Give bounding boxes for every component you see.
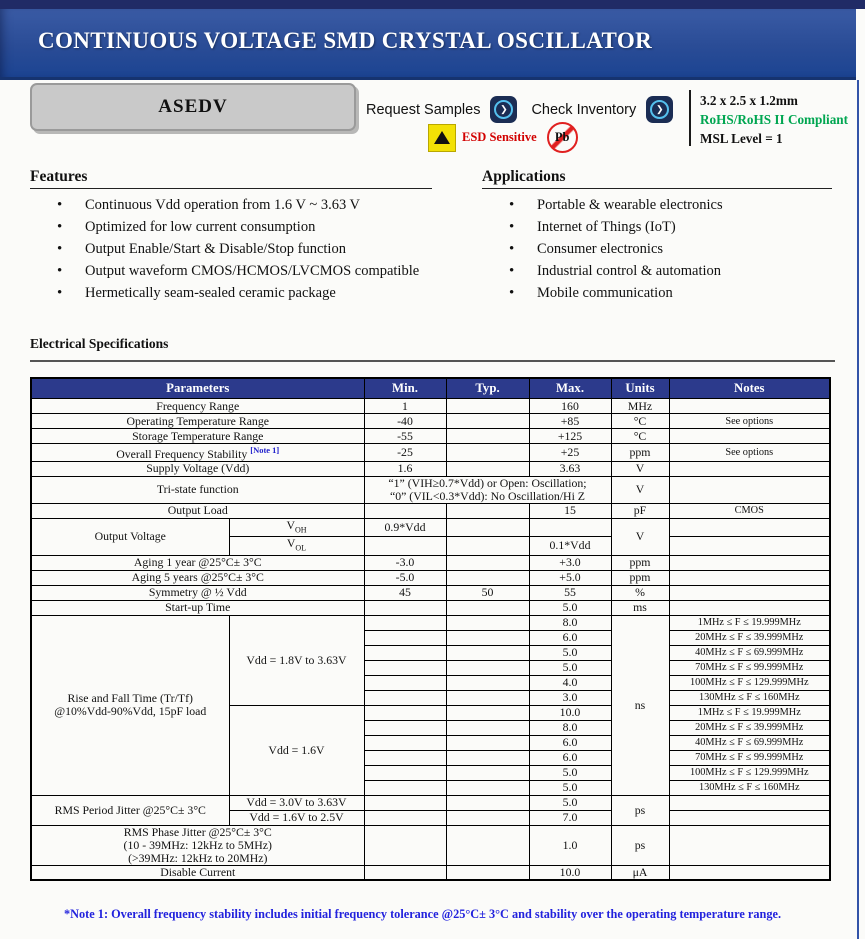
max-cell: 5.0	[529, 780, 611, 795]
param-cell: Tri-state function	[31, 476, 364, 503]
table-row	[31, 414, 830, 429]
list-item: • Internet of Things (IoT)	[482, 216, 832, 238]
notes-cell: 1MHz ≤ F ≤ 19.999MHz	[669, 705, 830, 720]
vol-symbol: V	[286, 536, 296, 551]
param-cell: RMS Period Jitter @25°C± 3°C	[31, 795, 229, 825]
typ-cell	[446, 518, 529, 536]
param-label: Overall Frequency Stability	[116, 446, 248, 461]
table-row	[31, 429, 830, 444]
min-cell	[364, 810, 446, 825]
param-cell: Aging 5 years @25°C± 3°C	[31, 570, 364, 585]
applications-list	[482, 194, 832, 304]
typ-cell	[446, 690, 529, 705]
min-cell: 45	[364, 585, 446, 600]
arrow-circle-icon	[650, 100, 669, 119]
typ-cell: 50	[446, 585, 529, 600]
typ-cell	[446, 503, 529, 518]
notes-cell	[669, 461, 830, 476]
notes-cell: See options	[669, 414, 830, 429]
typ-cell	[446, 429, 529, 444]
typ-cell	[446, 414, 529, 429]
chevron-right-icon: ❯	[500, 104, 508, 114]
notes-cell	[669, 555, 830, 570]
table-row	[31, 518, 830, 536]
typ-cell	[446, 865, 529, 880]
notes-cell: 20MHz ≤ F ≤ 39.999MHz	[669, 720, 830, 735]
min-cell	[364, 645, 446, 660]
typ-cell	[446, 537, 529, 555]
lead-free-icon: Pb	[547, 122, 578, 153]
typ-cell	[446, 600, 529, 615]
col-units: Units	[611, 378, 669, 399]
min-cell	[364, 705, 446, 720]
top-navy-bar	[0, 0, 865, 9]
max-cell: +125	[529, 429, 611, 444]
max-cell: +5.0	[529, 570, 611, 585]
max-cell: 1.0	[529, 825, 611, 865]
param-cell: Aging 1 year @25°C± 3°C	[31, 555, 364, 570]
electrical-specs-table	[30, 377, 831, 881]
voh-symbol: V	[286, 518, 295, 532]
min-cell	[364, 660, 446, 675]
table-row	[31, 600, 830, 615]
request-samples-label[interactable]: Request Samples	[366, 101, 481, 118]
units-cell: MHz	[611, 399, 669, 414]
min-cell: -25	[364, 444, 446, 462]
typ-cell	[446, 461, 529, 476]
max-cell: +3.0	[529, 555, 611, 570]
notes-cell	[669, 810, 830, 825]
typ-cell	[446, 705, 529, 720]
typ-cell	[446, 795, 529, 810]
units-cell: %	[611, 585, 669, 600]
max-cell: +85	[529, 414, 611, 429]
notes-cell	[669, 570, 830, 585]
max-cell: 7.0	[529, 810, 611, 825]
max-cell: 5.0	[529, 600, 611, 615]
notes-cell	[669, 537, 830, 555]
max-cell: 55	[529, 585, 611, 600]
typ-cell	[446, 444, 529, 462]
notes-cell: See options	[669, 444, 830, 462]
param-cell: Output Load	[31, 503, 364, 518]
condition-cell: Vdd = 1.6V to 2.5V	[229, 810, 364, 825]
max-cell: 3.0	[529, 690, 611, 705]
max-cell	[529, 518, 611, 536]
table-row	[31, 555, 830, 570]
notes-cell	[669, 600, 830, 615]
features-section	[30, 168, 432, 304]
notes-cell: 100MHz ≤ F ≤ 129.999MHz	[669, 675, 830, 690]
param-cell: Output Voltage	[31, 518, 229, 555]
table-row	[31, 795, 830, 810]
col-notes: Notes	[669, 378, 830, 399]
units-cell: V	[611, 476, 669, 503]
notes-cell	[669, 865, 830, 880]
arrow-circle-icon	[494, 100, 513, 119]
msl-level: MSL Level = 1	[700, 131, 783, 146]
param-cell: Symmetry @ ½ Vdd	[31, 585, 364, 600]
min-cell: 1	[364, 399, 446, 414]
vol-subscript: OL	[295, 543, 307, 553]
min-cell	[364, 600, 446, 615]
min-cell	[364, 780, 446, 795]
condition-cell	[229, 518, 364, 536]
list-item: • Industrial control & automation	[482, 260, 832, 282]
chevron-right-icon: ❯	[655, 104, 664, 114]
max-cell: 10.0	[529, 705, 611, 720]
units-cell: ps	[611, 825, 669, 865]
typ-cell	[446, 630, 529, 645]
table-row	[31, 444, 830, 462]
max-cell: 5.0	[529, 765, 611, 780]
param-cell: Operating Temperature Range	[31, 414, 364, 429]
max-cell: 10.0	[529, 865, 611, 880]
electrical-specs-heading: Electrical Specifications	[30, 336, 169, 351]
units-cell: ppm	[611, 570, 669, 585]
compliance-icons-row	[428, 122, 578, 153]
table-row	[31, 585, 830, 600]
units-cell: °C	[611, 429, 669, 444]
page-title: CONTINUOUS VOLTAGE SMD CRYSTAL OSCILLATOR	[38, 28, 653, 53]
list-item: • Output waveform CMOS/HCMOS/LVCMOS compatible	[30, 260, 432, 282]
max-cell: 160	[529, 399, 611, 414]
min-cell: -3.0	[364, 555, 446, 570]
risefall-param-line2: @10%Vdd-90%Vdd, 15pF load	[54, 704, 207, 719]
applications-section	[482, 168, 832, 304]
typ-cell	[446, 735, 529, 750]
typ-cell	[446, 675, 529, 690]
table-row	[31, 476, 830, 503]
list-item: • Continuous Vdd operation from 1.6 V ~ 3.63 V	[30, 194, 432, 216]
col-min: Min.	[364, 378, 446, 399]
units-cell: V	[611, 461, 669, 476]
min-cell	[364, 720, 446, 735]
page-right-border	[857, 80, 859, 939]
phase-jitter-line1: RMS Phase Jitter @25°C± 3°C	[123, 825, 272, 839]
param-cell: Frequency Range	[31, 399, 364, 414]
table-row	[31, 865, 830, 880]
max-cell: 6.0	[529, 750, 611, 765]
units-cell: pF	[611, 503, 669, 518]
min-cell	[364, 503, 446, 518]
notes-cell	[669, 429, 830, 444]
esd-warning-icon	[428, 124, 456, 152]
typ-cell	[446, 615, 529, 630]
check-inventory-label[interactable]: Check Inventory	[531, 101, 637, 118]
notes-cell	[669, 825, 830, 865]
phase-jitter-line3: (>39MHz: 12kHz to 20MHz)	[128, 850, 268, 865]
list-item: • Hermetically seam-sealed ceramic package	[30, 282, 432, 304]
max-cell: 8.0	[529, 720, 611, 735]
note-reference: [Note 1]	[250, 445, 280, 455]
units-cell: ppm	[611, 555, 669, 570]
min-cell	[364, 690, 446, 705]
units-cell: ms	[611, 600, 669, 615]
notes-cell: 130MHz ≤ F ≤ 160MHz	[669, 690, 830, 705]
voh-subscript: OH	[294, 525, 307, 535]
max-cell: 0.1*Vdd	[529, 537, 611, 555]
col-max: Max.	[529, 378, 611, 399]
typ-cell	[446, 750, 529, 765]
min-cell: -5.0	[364, 570, 446, 585]
rohs-compliance: RoHS/RoHS II Compliant	[700, 112, 849, 127]
package-info-panel	[700, 91, 848, 148]
esd-sensitive-label: ESD Sensitive	[462, 130, 537, 144]
typ-cell	[446, 570, 529, 585]
min-cell: 0.9*Vdd	[364, 518, 446, 536]
typ-cell	[446, 765, 529, 780]
table-row	[31, 570, 830, 585]
max-cell: 6.0	[529, 630, 611, 645]
typ-cell	[446, 780, 529, 795]
condition-cell: Vdd = 1.6V	[229, 705, 364, 795]
typ-cell	[446, 660, 529, 675]
notes-cell	[669, 399, 830, 414]
typ-cell	[446, 399, 529, 414]
min-cell: -40	[364, 414, 446, 429]
param-cell: Storage Temperature Range	[31, 429, 364, 444]
min-cell	[364, 537, 446, 555]
typ-cell	[446, 720, 529, 735]
notes-cell: 20MHz ≤ F ≤ 39.999MHz	[669, 630, 830, 645]
notes-cell	[669, 795, 830, 810]
units-cell: V	[611, 518, 669, 555]
typ-cell	[446, 645, 529, 660]
max-cell: 5.0	[529, 660, 611, 675]
col-parameters: Parameters	[31, 378, 364, 399]
package-size: 3.2 x 2.5 x 1.2mm	[700, 93, 798, 108]
table-row	[31, 399, 830, 414]
units-cell: ppm	[611, 444, 669, 462]
max-cell: +25	[529, 444, 611, 462]
param-cell: Start-up Time	[31, 600, 364, 615]
esd-triangle-glyph	[434, 131, 450, 144]
features-heading: Features	[30, 168, 432, 189]
condition-cell	[229, 537, 364, 555]
table-row	[31, 615, 830, 630]
max-cell: 5.0	[529, 645, 611, 660]
units-cell: μA	[611, 865, 669, 880]
product-code: ASEDV	[158, 96, 228, 117]
min-cell	[364, 615, 446, 630]
param-cell	[31, 615, 229, 795]
list-item: • Mobile communication	[482, 282, 832, 304]
table-row	[31, 825, 830, 865]
typ-cell	[446, 825, 529, 865]
min-cell	[364, 825, 446, 865]
list-item: • Optimized for low current consumption	[30, 216, 432, 238]
features-list	[30, 194, 432, 304]
max-cell: 6.0	[529, 735, 611, 750]
notes-cell: 40MHz ≤ F ≤ 69.999MHz	[669, 645, 830, 660]
max-cell: 4.0	[529, 675, 611, 690]
max-cell: 3.63	[529, 461, 611, 476]
notes-cell: 1MHz ≤ F ≤ 19.999MHz	[669, 615, 830, 630]
tristate-line1: “1” (VIH≥0.7*Vdd) or Open: Oscillation;	[388, 476, 587, 490]
units-cell: °C	[611, 414, 669, 429]
notes-cell: 130MHz ≤ F ≤ 160MHz	[669, 780, 830, 795]
notes-cell: 70MHz ≤ F ≤ 99.999MHz	[669, 660, 830, 675]
risefall-param-line1: Rise and Fall Time (Tr/Tf)	[67, 691, 193, 706]
min-cell: 1.6	[364, 461, 446, 476]
max-cell: 15	[529, 503, 611, 518]
list-item: • Portable & wearable electronics	[482, 194, 832, 216]
min-cell	[364, 865, 446, 880]
footnote-1: *Note 1: Overall frequency stability includes initial frequency tolerance @25°C± 3°C and stability over the operating temperature range.	[64, 907, 782, 921]
min-cell	[364, 630, 446, 645]
section-rule	[30, 360, 835, 362]
phase-jitter-line2: (10 - 39MHz: 12kHz to 5MHz)	[123, 837, 272, 852]
max-cell: 8.0	[529, 615, 611, 630]
applications-heading: Applications	[482, 168, 832, 189]
min-cell	[364, 795, 446, 810]
table-header-row	[31, 378, 830, 399]
tristate-line2: “0” (VIL<0.3*Vdd): No Oscillation/Hi Z	[389, 488, 586, 503]
max-cell: 5.0	[529, 795, 611, 810]
condition-cell: Vdd = 1.8V to 3.63V	[229, 615, 364, 705]
param-cell	[31, 444, 364, 462]
header-vertical-divider	[689, 90, 691, 146]
typ-cell	[446, 810, 529, 825]
check-inventory-button[interactable]	[646, 96, 673, 123]
units-cell: ns	[611, 615, 669, 795]
notes-cell: 100MHz ≤ F ≤ 129.999MHz	[669, 765, 830, 780]
product-code-box	[30, 83, 356, 131]
tristate-value-cell	[364, 476, 611, 503]
title-banner	[0, 9, 856, 80]
table-row	[31, 503, 830, 518]
param-cell	[31, 825, 364, 865]
param-cell: Disable Current	[31, 865, 364, 880]
typ-cell	[446, 555, 529, 570]
param-cell: Supply Voltage (Vdd)	[31, 461, 364, 476]
min-cell	[364, 765, 446, 780]
min-cell	[364, 675, 446, 690]
notes-cell: CMOS	[669, 503, 830, 518]
notes-cell: 70MHz ≤ F ≤ 99.999MHz	[669, 750, 830, 765]
notes-cell	[669, 476, 830, 503]
min-cell: -55	[364, 429, 446, 444]
units-cell: ps	[611, 795, 669, 825]
notes-cell: 40MHz ≤ F ≤ 69.999MHz	[669, 735, 830, 750]
min-cell	[364, 735, 446, 750]
table-row	[31, 461, 830, 476]
list-item: • Output Enable/Start & Disable/Stop function	[30, 238, 432, 260]
request-samples-button[interactable]	[490, 96, 517, 123]
col-typ: Typ.	[446, 378, 529, 399]
condition-cell: Vdd = 3.0V to 3.63V	[229, 795, 364, 810]
list-item: • Consumer electronics	[482, 238, 832, 260]
action-links	[366, 96, 687, 123]
notes-cell	[669, 585, 830, 600]
notes-cell	[669, 518, 830, 536]
min-cell	[364, 750, 446, 765]
